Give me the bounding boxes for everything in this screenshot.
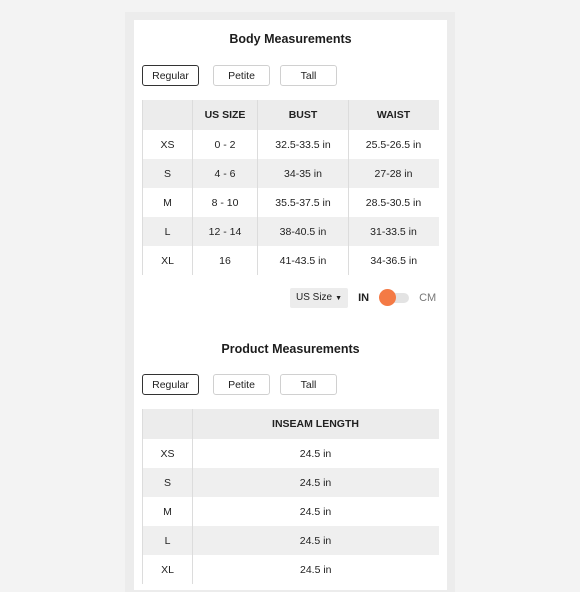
us-size-cell: 4 - 6 [193,159,258,188]
body-measurements-title: Body Measurements [229,32,352,46]
tab-tall[interactable]: Tall [280,374,337,395]
table-row [143,497,439,526]
size-label: M [143,188,193,217]
us-size-cell: 8 - 10 [193,188,258,217]
bust-cell: 32.5-33.5 in [258,130,349,159]
us-size-cell: 12 - 14 [193,217,258,246]
tab-tall[interactable]: Tall [280,65,337,86]
column-header-us-size: US SIZE [193,100,258,130]
unit-toggle[interactable] [379,291,409,305]
product-measurements-table [142,409,439,584]
size-label: XS [143,130,193,159]
table-header-row [143,100,439,130]
caret-down-icon: ▼ [335,295,343,302]
tab-regular[interactable]: Regular [142,374,199,395]
product-fit-tabs [142,374,337,395]
size-label: S [143,468,193,497]
size-label: M [143,497,193,526]
size-system-label: US Size [296,292,333,303]
table-row [143,159,439,188]
table-row [143,217,439,246]
bust-cell: 41-43.5 in [258,246,349,275]
inseam-cell: 24.5 in [193,468,439,497]
inseam-cell: 24.5 in [193,555,439,584]
bust-cell: 35.5-37.5 in [258,188,349,217]
table-row [143,526,439,555]
column-header-inseam: INSEAM LENGTH [193,409,439,439]
inseam-cell: 24.5 in [193,497,439,526]
us-size-cell: 16 [193,246,258,275]
us-size-cell: 0 - 2 [193,130,258,159]
inseam-cell: 24.5 in [193,439,439,468]
waist-cell: 34-36.5 in [349,246,439,275]
column-header-size [143,409,193,439]
body-measurements-table [142,100,439,275]
size-label: XL [143,246,193,275]
tab-regular[interactable]: Regular [142,65,199,86]
body-fit-tabs [142,65,337,86]
size-label: XS [143,439,193,468]
unit-controls [290,287,436,309]
product-measurements-title: Product Measurements [221,342,360,356]
size-label: L [143,217,193,246]
unit-cm-label: CM [419,292,437,304]
size-label: XL [143,555,193,584]
bust-cell: 34-35 in [258,159,349,188]
inseam-cell: 24.5 in [193,526,439,555]
size-label: S [143,159,193,188]
table-header-row [143,409,439,439]
tab-petite[interactable]: Petite [213,65,270,86]
size-system-select[interactable] [290,288,348,308]
table-row [143,439,439,468]
column-header-waist: WAIST [349,100,439,130]
waist-cell: 27-28 in [349,159,439,188]
column-header-bust: BUST [258,100,349,130]
bust-cell: 38-40.5 in [258,217,349,246]
tab-petite[interactable]: Petite [213,374,270,395]
table-row [143,130,439,159]
table-row [143,246,439,275]
table-row [143,468,439,497]
waist-cell: 31-33.5 in [349,217,439,246]
size-label: L [143,526,193,555]
waist-cell: 28.5-30.5 in [349,188,439,217]
column-header-size [143,100,193,130]
toggle-knob [379,289,396,306]
waist-cell: 25.5-26.5 in [349,130,439,159]
unit-in-label: IN [358,292,370,304]
table-row [143,188,439,217]
